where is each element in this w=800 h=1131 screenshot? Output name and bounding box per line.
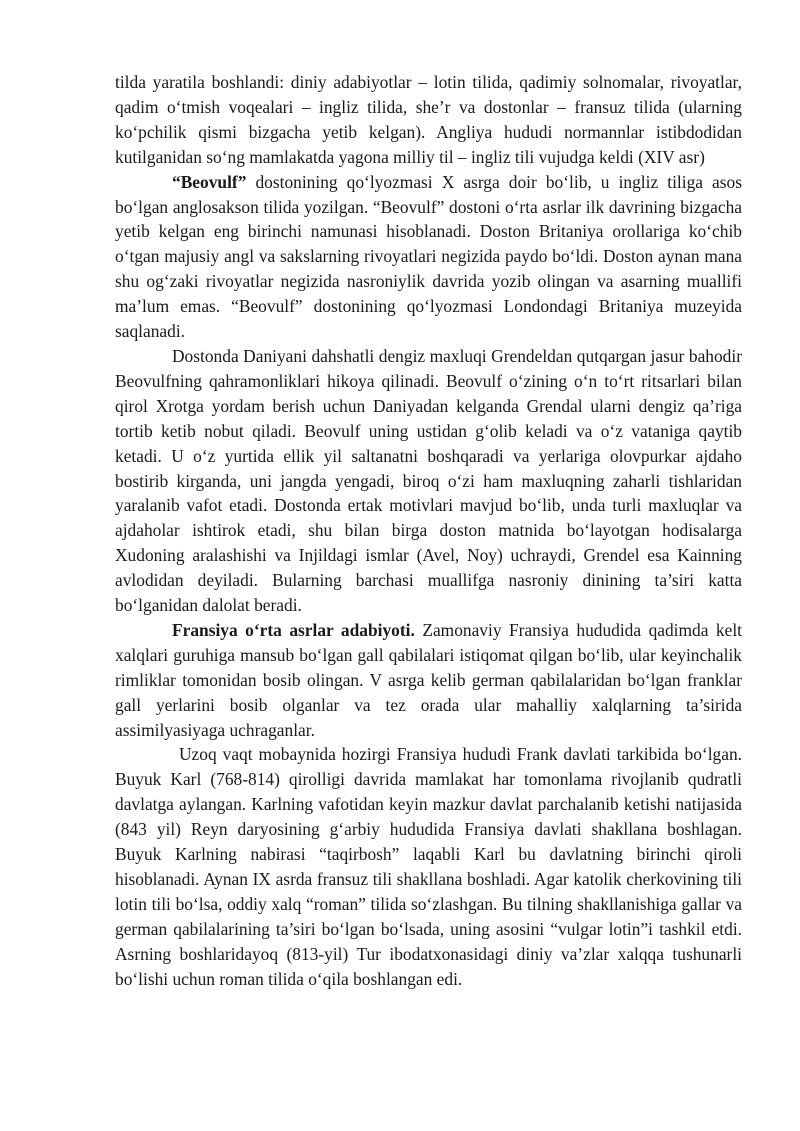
- paragraph-1: [115, 70, 742, 170]
- paragraph-3: [115, 344, 742, 618]
- paragraph-3-text: Dostonda Daniyani dahshatli dengiz maxluqi Grendeldan qutqargan jasur bahodir Beovulfning qahramonliklari hikoya qilinadi. Beovulf o‘zining o‘n to‘rt ritsarlari bilan qirol Xrotga yordam berish uchun Daniyadan kelganda Grendal ularni dengiz qa’riga tortib ketib nobut qiladi. Beovulf uning ustidan g‘olib keladi va o‘z vataniga qaytib ketadi. U o‘z yurtida ellik yil saltanatni boshqaradi va yerlariga olovpurkar ajdaho bostirib kirganda, uni jangda yengadi, biroq o‘zi ham maxluqning zaharli tishlaridan yaralanib vafot etadi. Dostonda ertak motivlari mavjud bo‘lib, unda turli maxluqlar va ajdaholar ishtirok etadi, shu bilan birga doston matnida bo‘layotgan hodisalarga Xudoning aralashishi va Injildagi ismlar (Avel, Noy) uchraydi, Grendel esa Kainning avlodidan deyiladi. Bularning barchasi muallifga nasroniy dinining ta’siri katta bo‘lganidan dalolat beradi.: [115, 345, 742, 616]
- paragraph-4-lead: Fransiya o‘rta asrlar adabiyoti.: [172, 619, 415, 640]
- document-body: [115, 70, 742, 992]
- paragraph-2-lead: “Beovulf”: [172, 171, 247, 192]
- paragraph-2: [115, 170, 742, 344]
- paragraph-2-text: dostonining qo‘lyozmasi X asrga doir bo‘lib, u ingliz tiliga asos bo‘lgan anglosakson tilida yozilgan. “Beovulf” dostoni o‘rta asrlar ilk davrining bizgacha yetib kelgan eng birinchi namunasi hisoblanadi. Doston Britaniya orollariga ko‘chib o‘tgan majusiy angl va sakslarning rivoyatlari negizida paydo bo‘ldi. Doston aynan mana shu og‘zaki rivoyatlar negizida nasroniylik davrida yozib olingan va asarning muallifi ma’lum emas. “Beovulf” dostonining qo‘lyozmasi Londondagi Britaniya muzeyida saqlanadi.: [115, 171, 742, 342]
- paragraph-4-text: Zamonaviy Fransiya hududida qadimda kelt xalqlari guruhiga mansub bo‘lgan gall qabilalari istiqomat qilgan bo‘lib, ular keyinchalik rimliklar tomonidan bosib olingan. V asrga kelib german qabilalaridan bo‘lgan franklar gall yerlarini bosib olganlar va tez orada ular mahalliy xalqlarning ta’sirida assimilyasiyaga uchraganlar.: [115, 619, 742, 740]
- paragraph-4: [115, 618, 742, 743]
- paragraph-1-text: tilda yaratila boshlandi: diniy adabiyotlar – lotin tilida, qadimiy solnomalar, rivoyatlar, qadim o‘tmish voqealari – ingliz tilida, she’r va dostonlar – fransuz tilida (ularning ko‘pchilik qismi bizgacha yetib kelgan). Angliya hududi normannlar istibdodidan kutilganidan so‘ng mamlakatda yagona milliy til – ingliz tili vujudga keldi (XIV asr): [115, 72, 742, 167]
- paragraph-5: [115, 742, 742, 991]
- paragraph-5-text: Uzoq vaqt mobaynida hozirgi Fransiya hududi Frank davlati tarkibida bo‘lgan. Buyuk Karl (768-814) qirolligi davrida mamlakat har tomonlama rivojlanib qudratli davlatga aylangan. Karlning vafotidan keyin mazkur davlat parchalanib ketishi natijasida (843 yil) Reyn daryosining g‘arbiy hududida Fransiya davlati shakllana boshlagan. Buyuk Karlning nabirasi “taqirbosh” laqabli Karl bu davlatning birinchi qiroli hisoblanadi. Aynan IX asrda fransuz tili shakllana boshladi. Agar katolik cherkovining tili lotin tili bo‘lsa, oddiy xalq “roman” tilida so‘zlashgan. Bu tilning shakllanishiga gallar va german qabilalarining ta’siri bo‘lgan bo‘lsada, uning asosini “vulgar lotin”i tashkil etdi. Asrning boshlaridayoq (813-yil) Tur ibodatxonasidagi diniy va’zlar xalqqa tushunarli bo‘lishi uchun roman tilida o‘qila boshlangan edi.: [115, 744, 742, 989]
